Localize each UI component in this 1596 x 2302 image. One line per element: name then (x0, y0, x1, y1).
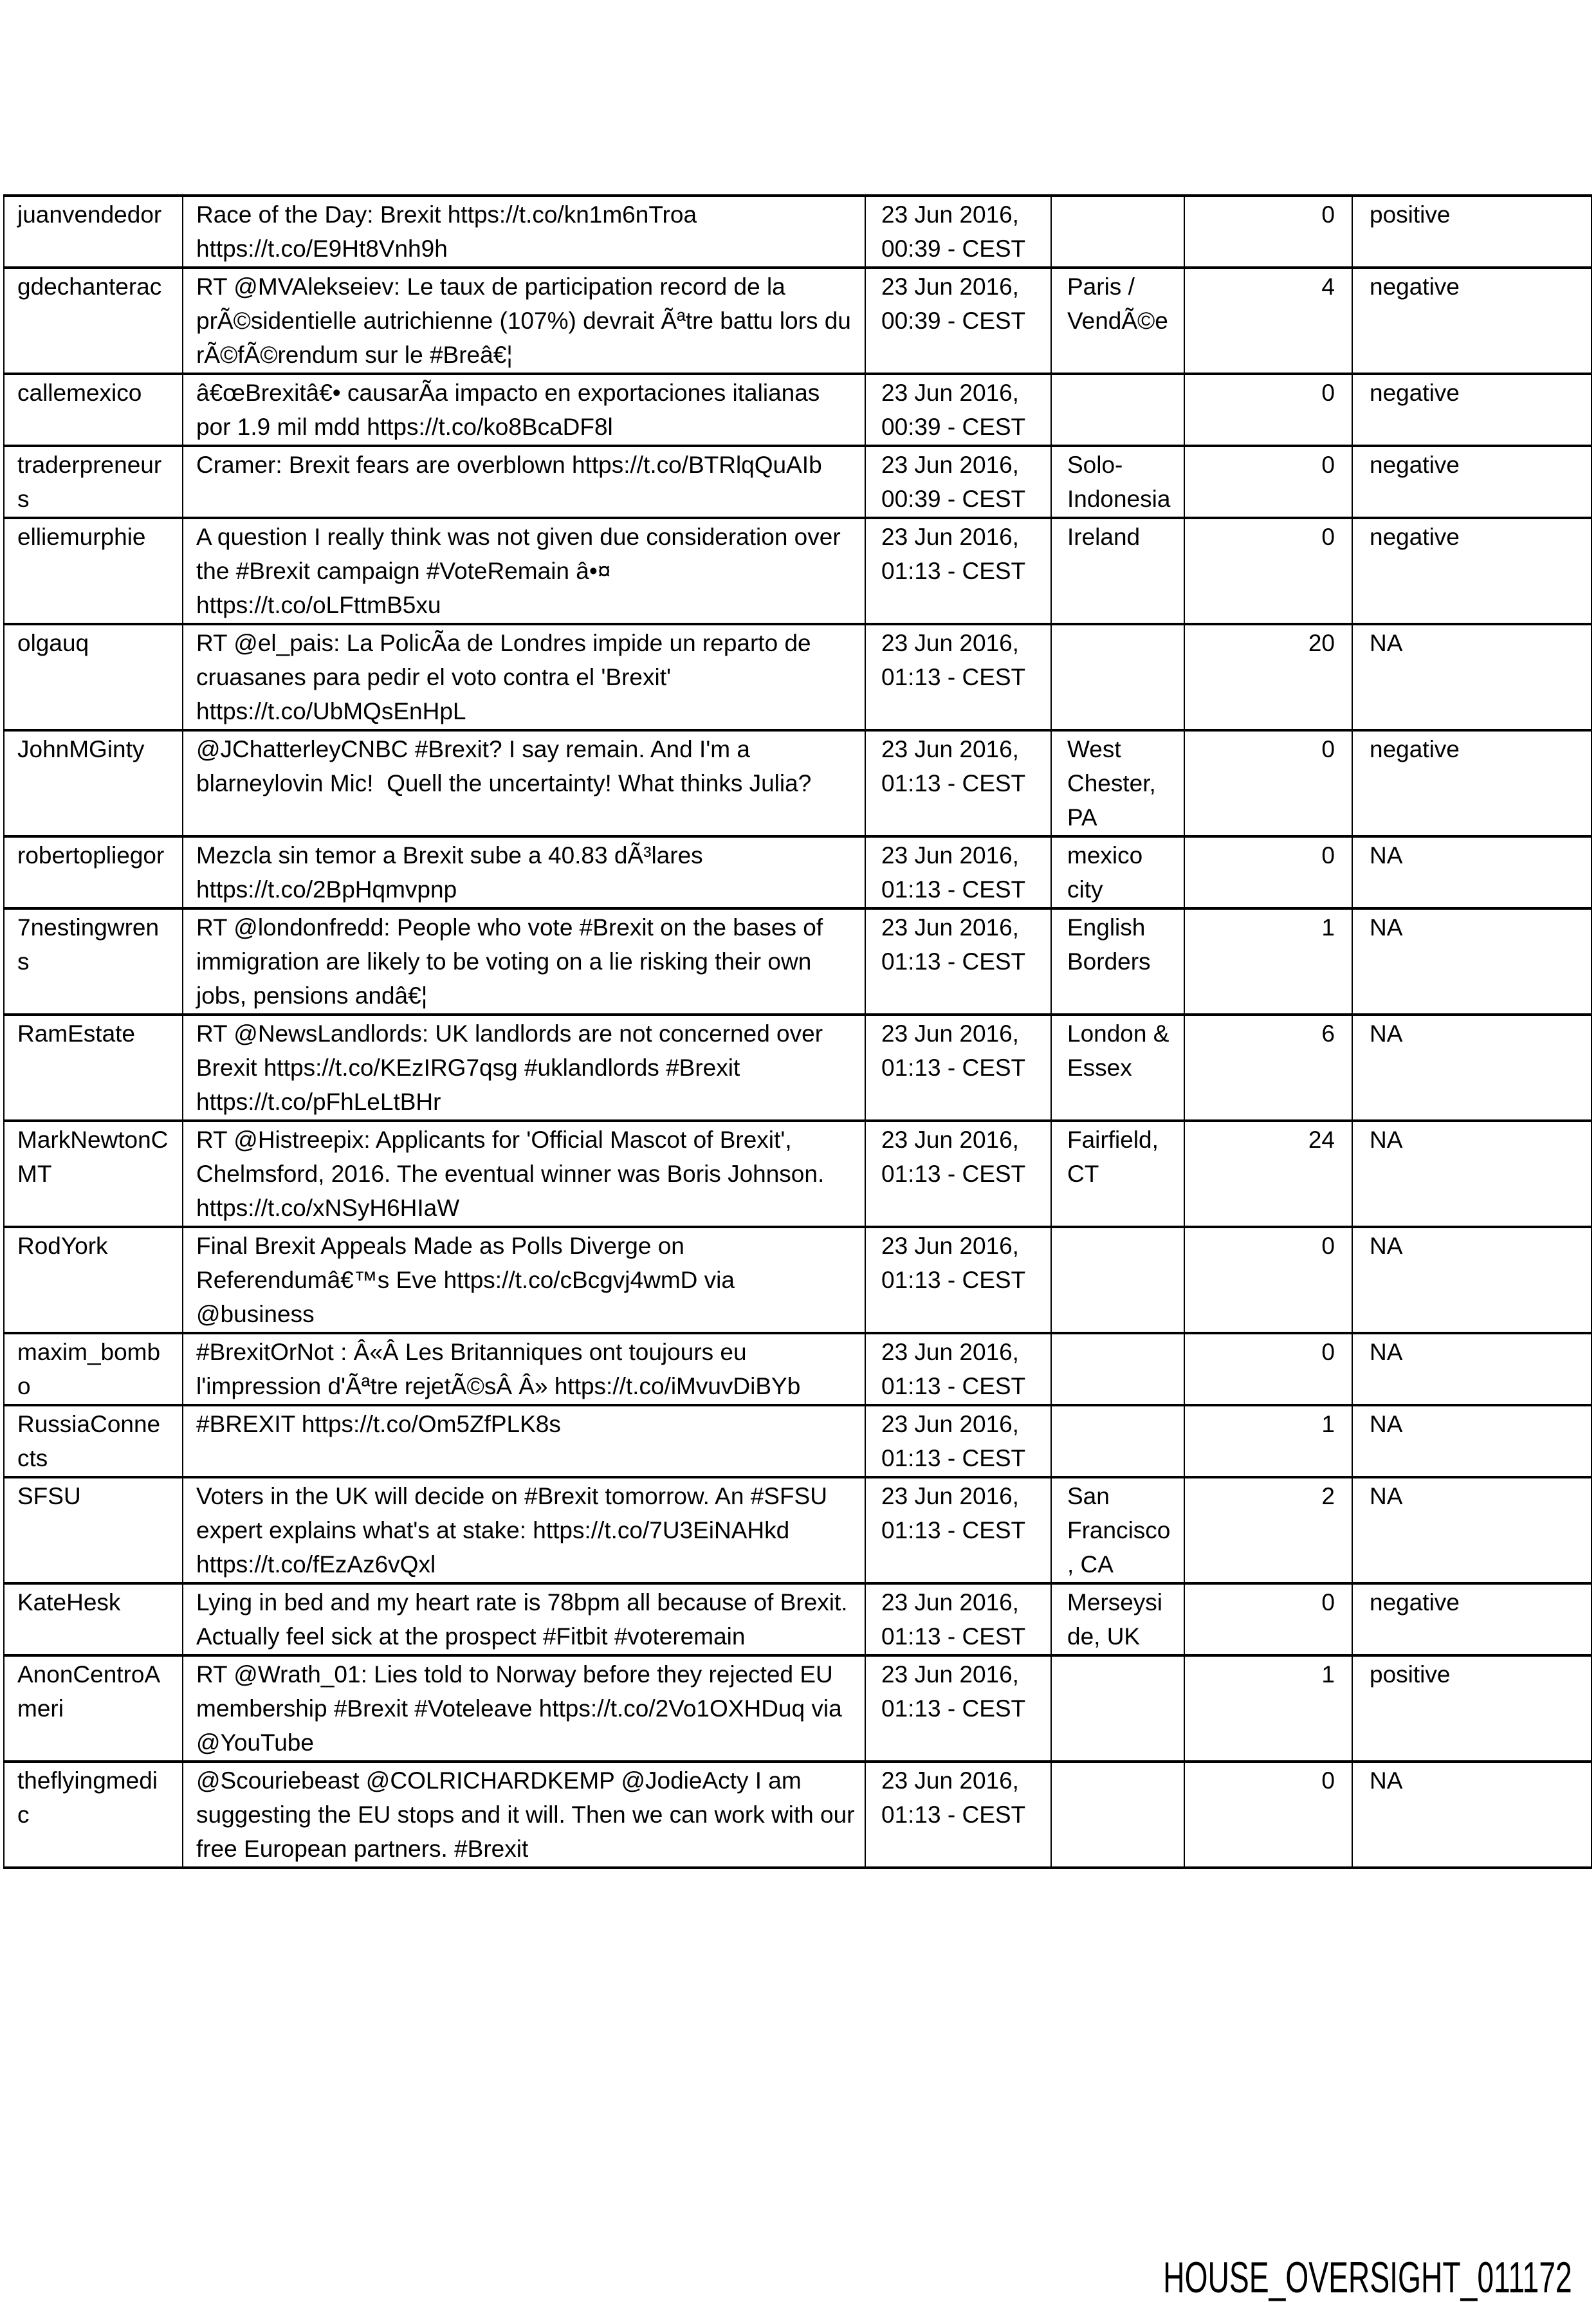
bates-stamp-footer: HOUSE_OVERSIGHT_011172 (1163, 2253, 1572, 2302)
datetime-cell: 23 Jun 2016, 00:39 - CEST (865, 268, 1051, 374)
table-row (4, 1477, 1591, 1583)
datetime-cell: 23 Jun 2016, 01:13 - CEST (865, 836, 1051, 908)
retweet-count-cell: 0 (1184, 446, 1352, 518)
table-row (4, 446, 1591, 518)
tweet-text-cell: RT @Wrath_01: Lies told to Norway before they rejected EU membership #Brexit #Voteleave https://t.co/2Vo1OXHDuq via @YouTube (183, 1655, 865, 1762)
retweet-count-cell: 0 (1184, 1333, 1352, 1405)
tweet-text-cell: @JChatterleyCNBC #Brexit? I say remain. And I'm a blarneylovin Mic! Quell the uncertainty! What thinks Julia? (183, 730, 865, 836)
retweet-count-cell: 24 (1184, 1121, 1352, 1227)
tweet-text-cell: RT @Histreepix: Applicants for 'Official Mascot of Brexit', Chelmsford, 2016. The eventual winner was Boris Johnson. https://t.co/xNSyH6HIaW (183, 1121, 865, 1227)
tweet-text-cell: Voters in the UK will decide on #Brexit tomorrow. An #SFSU expert explains what's at stake: https://t.co/7U3EiNAHkd https://t.co/fEzAz6vQxl (183, 1477, 865, 1583)
username-cell: callemexico (4, 374, 183, 446)
sentiment-cell: NA (1352, 1015, 1591, 1121)
location-cell: Fairfield, CT (1051, 1121, 1184, 1227)
tweet-text-cell: Lying in bed and my heart rate is 78bpm all because of Brexit. Actually feel sick at the prospect #Fitbit #voteremain (183, 1583, 865, 1655)
retweet-count-cell: 0 (1184, 196, 1352, 268)
table-row (4, 374, 1591, 446)
datetime-cell: 23 Jun 2016, 00:39 - CEST (865, 196, 1051, 268)
table-row (4, 1405, 1591, 1477)
location-cell (1051, 1405, 1184, 1477)
tweet-text-cell: â€œBrexitâ€• causarÃa impacto en exportaciones italianas por 1.9 mil mdd https://t.co/ko8BcaDF8l (183, 374, 865, 446)
username-cell: SFSU (4, 1477, 183, 1583)
table-row (4, 908, 1591, 1015)
location-cell (1051, 624, 1184, 730)
datetime-cell: 23 Jun 2016, 01:13 - CEST (865, 1762, 1051, 1868)
sentiment-cell: NA (1352, 836, 1591, 908)
retweet-count-cell: 6 (1184, 1015, 1352, 1121)
retweet-count-cell: 4 (1184, 268, 1352, 374)
tweet-text-cell: Cramer: Brexit fears are overblown https://t.co/BTRlqQuAIb (183, 446, 865, 518)
sentiment-cell: NA (1352, 908, 1591, 1015)
datetime-cell: 23 Jun 2016, 01:13 - CEST (865, 518, 1051, 624)
username-cell: 7nestingwrens (4, 908, 183, 1015)
retweet-count-cell: 0 (1184, 730, 1352, 836)
retweet-count-cell: 0 (1184, 836, 1352, 908)
sentiment-cell: positive (1352, 1655, 1591, 1762)
datetime-cell: 23 Jun 2016, 00:39 - CEST (865, 446, 1051, 518)
tweet-text-cell: #BREXIT https://t.co/Om5ZfPLK8s (183, 1405, 865, 1477)
datetime-cell: 23 Jun 2016, 01:13 - CEST (865, 624, 1051, 730)
location-cell: London & Essex (1051, 1015, 1184, 1121)
tweets-table-body (4, 196, 1591, 1868)
tweet-text-cell: RT @MVAlekseiev: Le taux de participation record de la prÃ©sidentielle autrichienne (107%) devrait Ãªtre battu lors du rÃ©fÃ©rendum sur le #Breâ€¦ (183, 268, 865, 374)
table-row (4, 518, 1591, 624)
retweet-count-cell: 1 (1184, 908, 1352, 1015)
sentiment-cell: NA (1352, 1121, 1591, 1227)
table-row (4, 624, 1591, 730)
table-row (4, 730, 1591, 836)
username-cell: theflyingmedic (4, 1762, 183, 1868)
datetime-cell: 23 Jun 2016, 01:13 - CEST (865, 908, 1051, 1015)
tweet-text-cell: Final Brexit Appeals Made as Polls Diverge on Referendumâ€™s Eve https://t.co/cBcgvj4wmD via @business (183, 1227, 865, 1333)
location-cell: Solo-Indonesia (1051, 446, 1184, 518)
sentiment-cell: negative (1352, 730, 1591, 836)
username-cell: olgauq (4, 624, 183, 730)
datetime-cell: 23 Jun 2016, 01:13 - CEST (865, 1015, 1051, 1121)
username-cell: RamEstate (4, 1015, 183, 1121)
table-row (4, 1583, 1591, 1655)
username-cell: elliemurphie (4, 518, 183, 624)
tweet-text-cell: #BrexitOrNot : Â«Â Les Britanniques ont toujours eu l'impression d'Ãªtre rejetÃ©sÂ Â» https://t.co/iMvuvDiBYb (183, 1333, 865, 1405)
username-cell: robertopliegor (4, 836, 183, 908)
location-cell (1051, 374, 1184, 446)
tweet-text-cell: @Scouriebeast @COLRICHARDKEMP @JodieActy I am suggesting the EU stops and it will. Then we can work with our free European partners. #Brexit (183, 1762, 865, 1868)
retweet-count-cell: 0 (1184, 1227, 1352, 1333)
location-cell: San Francisco, CA (1051, 1477, 1184, 1583)
table-row (4, 268, 1591, 374)
location-cell: Paris / VendÃ©e (1051, 268, 1184, 374)
datetime-cell: 23 Jun 2016, 01:13 - CEST (865, 1583, 1051, 1655)
sentiment-cell: NA (1352, 1405, 1591, 1477)
table-row (4, 196, 1591, 268)
datetime-cell: 23 Jun 2016, 00:39 - CEST (865, 374, 1051, 446)
sentiment-cell: NA (1352, 624, 1591, 730)
table-row (4, 1227, 1591, 1333)
sentiment-cell: negative (1352, 268, 1591, 374)
table-row (4, 1762, 1591, 1868)
tweet-text-cell: Mezcla sin temor a Brexit sube a 40.83 dÃ³lares https://t.co/2BpHqmvpnp (183, 836, 865, 908)
username-cell: RussiaConnects (4, 1405, 183, 1477)
location-cell: Ireland (1051, 518, 1184, 624)
retweet-count-cell: 2 (1184, 1477, 1352, 1583)
location-cell (1051, 1762, 1184, 1868)
datetime-cell: 23 Jun 2016, 01:13 - CEST (865, 1405, 1051, 1477)
location-cell (1051, 1655, 1184, 1762)
username-cell: MarkNewtonCMT (4, 1121, 183, 1227)
sentiment-cell: NA (1352, 1762, 1591, 1868)
datetime-cell: 23 Jun 2016, 01:13 - CEST (865, 1477, 1051, 1583)
retweet-count-cell: 1 (1184, 1405, 1352, 1477)
location-cell: English Borders (1051, 908, 1184, 1015)
tweet-text-cell: RT @NewsLandlords: UK landlords are not concerned over Brexit https://t.co/KEzIRG7qsg #uklandlords #Brexit https://t.co/pFhLeLtBHr (183, 1015, 865, 1121)
location-cell (1051, 196, 1184, 268)
location-cell: Merseyside, UK (1051, 1583, 1184, 1655)
tweet-text-cell: Race of the Day: Brexit https://t.co/kn1m6nTroa https://t.co/E9Ht8Vnh9h (183, 196, 865, 268)
username-cell: traderpreneurs (4, 446, 183, 518)
datetime-cell: 23 Jun 2016, 01:13 - CEST (865, 730, 1051, 836)
tweet-text-cell: A question I really think was not given due consideration over the #Brexit campaign #VoteRemain â•¤ https://t.co/oLFttmB5xu (183, 518, 865, 624)
table-row (4, 1655, 1591, 1762)
table-row (4, 1015, 1591, 1121)
sentiment-cell: negative (1352, 518, 1591, 624)
retweet-count-cell: 0 (1184, 374, 1352, 446)
location-cell: mexico city (1051, 836, 1184, 908)
tweet-text-cell: RT @el_pais: La PolicÃa de Londres impide un reparto de cruasanes para pedir el voto contra el 'Brexit' https://t.co/UbMQsEnHpL (183, 624, 865, 730)
sentiment-cell: NA (1352, 1227, 1591, 1333)
sentiment-cell: positive (1352, 196, 1591, 268)
username-cell: AnonCentroAmeri (4, 1655, 183, 1762)
username-cell: maxim_bombo (4, 1333, 183, 1405)
table-row (4, 836, 1591, 908)
datetime-cell: 23 Jun 2016, 01:13 - CEST (865, 1655, 1051, 1762)
username-cell: gdechanterac (4, 268, 183, 374)
sentiment-cell: NA (1352, 1333, 1591, 1405)
retweet-count-cell: 1 (1184, 1655, 1352, 1762)
datetime-cell: 23 Jun 2016, 01:13 - CEST (865, 1333, 1051, 1405)
datetime-cell: 23 Jun 2016, 01:13 - CEST (865, 1227, 1051, 1333)
table-row (4, 1121, 1591, 1227)
location-cell: West Chester, PA (1051, 730, 1184, 836)
location-cell (1051, 1333, 1184, 1405)
sentiment-cell: negative (1352, 1583, 1591, 1655)
retweet-count-cell: 20 (1184, 624, 1352, 730)
username-cell: RodYork (4, 1227, 183, 1333)
username-cell: juanvendedor (4, 196, 183, 268)
sentiment-cell: negative (1352, 374, 1591, 446)
tweets-table (3, 194, 1592, 1869)
table-row (4, 1333, 1591, 1405)
username-cell: JohnMGinty (4, 730, 183, 836)
retweet-count-cell: 0 (1184, 1583, 1352, 1655)
sentiment-cell: NA (1352, 1477, 1591, 1583)
retweet-count-cell: 0 (1184, 518, 1352, 624)
location-cell (1051, 1227, 1184, 1333)
sentiment-cell: negative (1352, 446, 1591, 518)
datetime-cell: 23 Jun 2016, 01:13 - CEST (865, 1121, 1051, 1227)
tweet-text-cell: RT @londonfredd: People who vote #Brexit on the bases of immigration are likely to be voting on a lie risking their own jobs, pensions andâ€¦ (183, 908, 865, 1015)
username-cell: KateHesk (4, 1583, 183, 1655)
retweet-count-cell: 0 (1184, 1762, 1352, 1868)
